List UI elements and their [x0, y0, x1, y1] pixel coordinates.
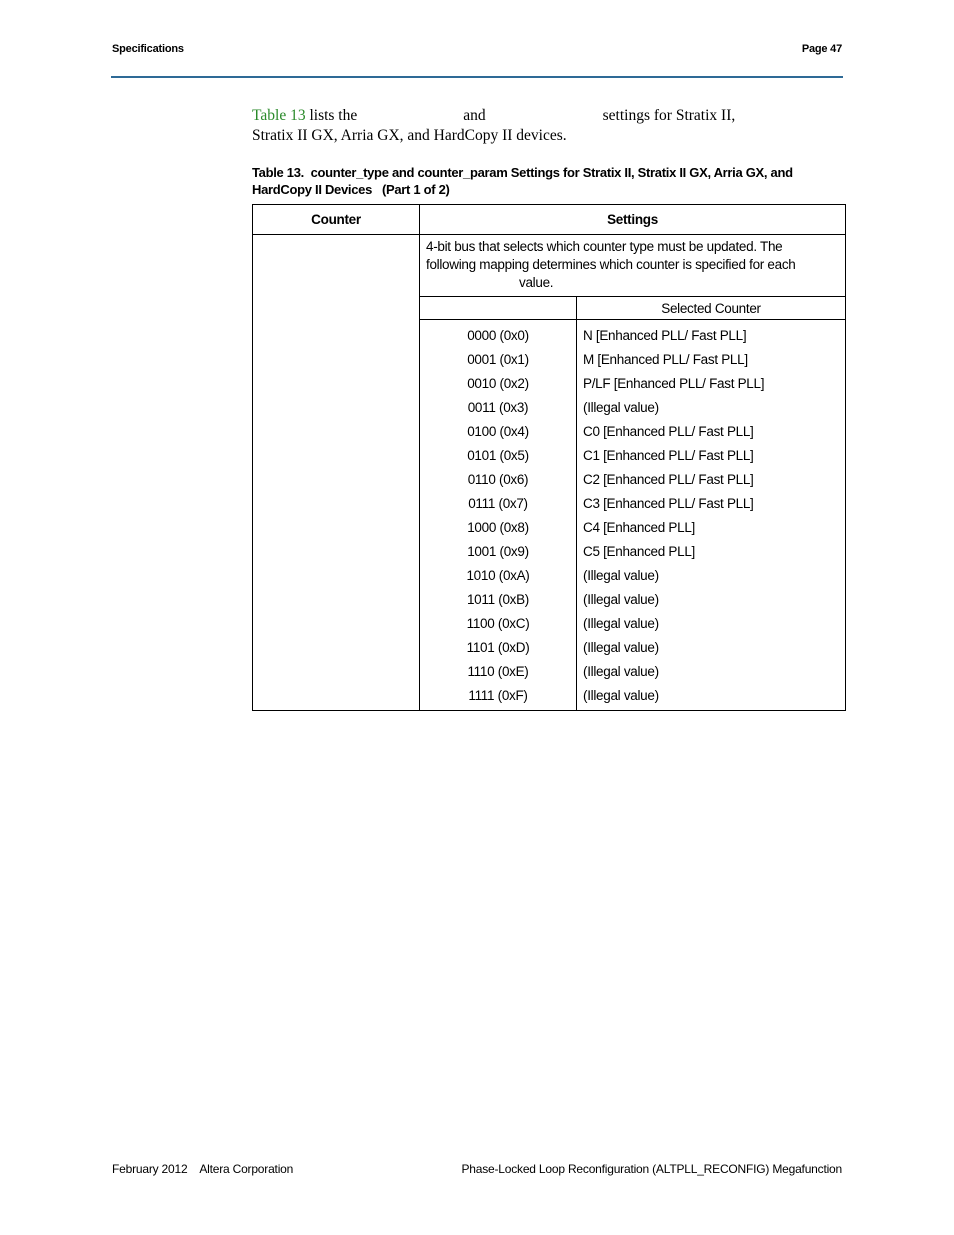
caption-line-1: Table 13. counter_type and counter_param Settings for Stratix II, Stratix II GX, Arria GX, and [252, 165, 793, 180]
selected-counter-cell: P/LF [Enhanced PLL/ Fast PLL] [577, 371, 846, 395]
table-13-link[interactable]: Table 13 [252, 107, 306, 124]
table-caption [252, 164, 842, 198]
counter-code-cell: 1010 (0xA) [420, 563, 577, 587]
counter-code-cell: 0100 (0x4) [420, 419, 577, 443]
subheader-selected-counter: Selected Counter [577, 297, 846, 320]
counter-code-cell: 0111 (0x7) [420, 491, 577, 515]
column-header-counter: Counter [253, 205, 420, 235]
selected-counter-cell: C1 [Enhanced PLL/ Fast PLL] [577, 443, 846, 467]
selected-counter-cell: C5 [Enhanced PLL] [577, 539, 846, 563]
intro-text-3: settings for Stratix II, [602, 107, 736, 124]
counter-code-cell: 1100 (0xC) [420, 611, 577, 635]
selected-counter-cell: C0 [Enhanced PLL/ Fast PLL] [577, 419, 846, 443]
header-page-number: Page 47 [801, 43, 842, 55]
selected-counter-cell: (Illegal value) [577, 683, 846, 711]
settings-description [420, 235, 846, 297]
description-line-1: 4-bit bus that selects which counter type must be updated. The [426, 239, 783, 254]
selected-counter-cell: (Illegal value) [577, 563, 846, 587]
counter-cell [253, 235, 420, 711]
selected-counter-cell: (Illegal value) [577, 611, 846, 635]
description-line-3: value. [519, 275, 554, 290]
footer-date-company: February 2012 Altera Corporation [112, 1162, 294, 1176]
selected-counter-cell: C4 [Enhanced PLL] [577, 515, 846, 539]
selected-counter-cell: (Illegal value) [577, 659, 846, 683]
selected-counter-cell: M [Enhanced PLL/ Fast PLL] [577, 347, 846, 371]
subheader-value [420, 297, 577, 320]
counter-code-cell: 1011 (0xB) [420, 587, 577, 611]
intro-paragraph [252, 106, 812, 146]
counter-code-cell: 0010 (0x2) [420, 371, 577, 395]
description-row [253, 235, 846, 297]
counter-code-cell: 1110 (0xE) [420, 659, 577, 683]
caption-line-2: HardCopy II Devices (Part 1 of 2) [252, 182, 450, 197]
intro-text-1: lists the [305, 107, 358, 124]
column-header-settings: Settings [420, 205, 846, 235]
selected-counter-cell: (Illegal value) [577, 395, 846, 419]
counter-code-cell: 1000 (0x8) [420, 515, 577, 539]
selected-counter-cell: (Illegal value) [577, 587, 846, 611]
selected-counter-cell: (Illegal value) [577, 635, 846, 659]
counter-code-cell: 0000 (0x0) [420, 320, 577, 348]
counter-code-cell: 1101 (0xD) [420, 635, 577, 659]
table-header-row [253, 205, 846, 235]
counter-code-cell: 1111 (0xF) [420, 683, 577, 711]
description-line-2: following mapping determines which counter is specified for each [426, 257, 796, 272]
selected-counter-cell: N [Enhanced PLL/ Fast PLL] [577, 320, 846, 348]
counter-code-cell: 0110 (0x6) [420, 467, 577, 491]
footer-document-title: Phase-Locked Loop Reconfiguration (ALTPLL_RECONFIG) Megafunction [461, 1162, 842, 1176]
counter-code-cell: 0101 (0x5) [420, 443, 577, 467]
counter-code-cell: 0011 (0x3) [420, 395, 577, 419]
intro-text-4: Stratix II GX, Arria GX, and HardCopy II devices. [252, 127, 567, 144]
selected-counter-cell: C2 [Enhanced PLL/ Fast PLL] [577, 467, 846, 491]
header-section-title: Specifications [112, 43, 184, 55]
counter-code-cell: 1001 (0x9) [420, 539, 577, 563]
header-divider [111, 76, 843, 78]
selected-counter-cell: C3 [Enhanced PLL/ Fast PLL] [577, 491, 846, 515]
counter-code-cell: 0001 (0x1) [420, 347, 577, 371]
counter-settings-table [252, 204, 846, 711]
intro-text-2: and [463, 107, 486, 124]
